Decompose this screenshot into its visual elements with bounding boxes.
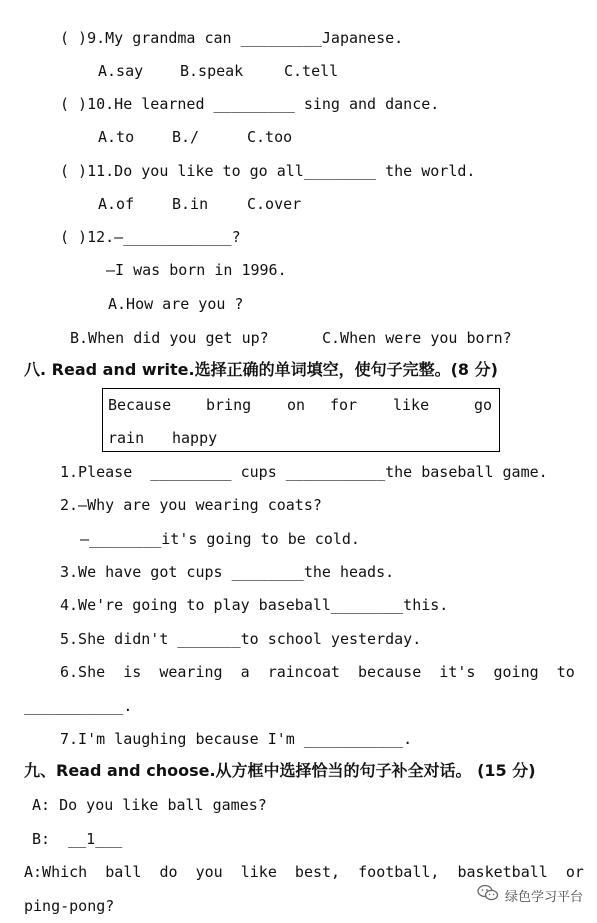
- s8-item-2: 2.—Why are you wearing coats?: [60, 496, 322, 514]
- q12-option-b: B.When did you get up?: [70, 329, 269, 347]
- wechat-icon: [477, 884, 499, 906]
- s8-item-4: 4.We're going to play baseball________this.: [60, 596, 449, 614]
- word-on: on: [287, 396, 306, 414]
- q10-option-a: A.to: [98, 128, 135, 146]
- s8-item-7: 7.I'm laughing because I'm ___________.: [60, 730, 413, 748]
- s8-item-2-reply: —________it's going to be cold.: [80, 530, 360, 548]
- s8-item-6-blank: ___________.: [24, 697, 133, 715]
- q9-option-a: A.say: [98, 62, 144, 80]
- word-rain: rain: [108, 429, 145, 447]
- word-for: for: [330, 396, 358, 414]
- q9-option-c: C.tell: [284, 62, 339, 80]
- word-because: Because: [108, 396, 172, 414]
- s8-item-5: 5.She didn't _______to school yesterday.: [60, 630, 422, 648]
- word-happy: happy: [172, 429, 218, 447]
- q12-option-a: A.How are you ?: [108, 295, 244, 313]
- section-8-heading: 八. Read and write.选择正确的单词填空，使句子完整。(8 分): [24, 360, 498, 379]
- s9-line-2: B: __1___: [32, 830, 123, 848]
- word-bring: bring: [206, 396, 252, 414]
- watermark: [477, 884, 583, 906]
- q10-option-b: B./: [172, 128, 200, 146]
- s8-item-6: 6.She is wearing a raincoat because it's going to: [60, 663, 575, 681]
- watermark-text: 绿色学习平台: [504, 889, 583, 905]
- question-12-stem: ( )12.—____________?: [60, 228, 241, 246]
- word-like: like: [393, 396, 430, 414]
- q11-option-a: A.of: [98, 195, 135, 213]
- s8-item-1: 1.Please _________ cups ___________the baseball game.: [60, 463, 548, 481]
- q9-option-b: B.speak: [180, 62, 244, 80]
- q11-option-c: C.over: [247, 195, 302, 213]
- q10-option-c: C.too: [247, 128, 293, 146]
- s9-line-1: A: Do you like ball games?: [32, 796, 267, 814]
- question-9-stem: ( )9.My grandma can _________Japanese.: [60, 29, 404, 47]
- question-10-stem: ( )10.He learned _________ sing and dance.: [60, 95, 440, 113]
- s9-line-4: ping-pong?: [24, 897, 115, 915]
- q11-option-b: B.in: [172, 195, 209, 213]
- q12-option-c: C.When were you born?: [322, 329, 512, 347]
- s8-item-3: 3.We have got cups ________the heads.: [60, 563, 395, 581]
- section-9-heading: 九、Read and choose.从方框中选择恰当的句子补全对话。 (15 分): [24, 761, 536, 780]
- q12-answer-line: —I was born in 1996.: [106, 261, 287, 279]
- s9-line-3: A:Which ball do you like best, football, basketball or: [24, 863, 584, 881]
- question-11-stem: ( )11.Do you like to go all________ the world.: [60, 162, 476, 180]
- word-go: go: [474, 396, 493, 414]
